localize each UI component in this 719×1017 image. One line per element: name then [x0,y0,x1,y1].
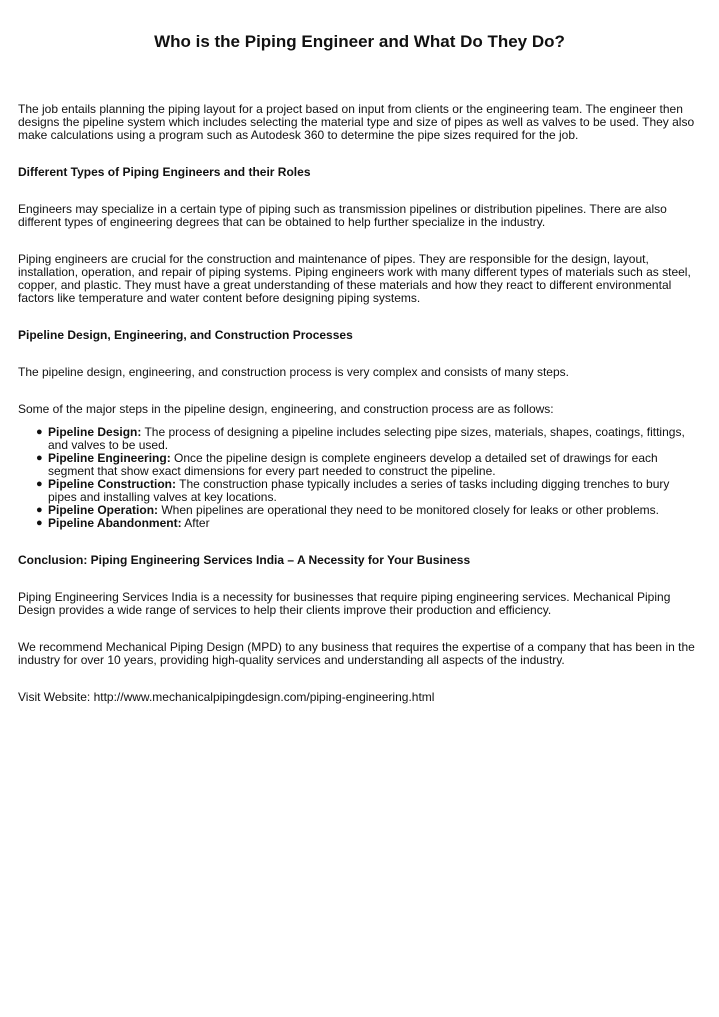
bullet-icon: ● [36,478,43,490]
types-paragraph-1: Engineers may specialize in a certain type of piping such as transmission pipelines or distribution pipelines. There are also different types of engineering degrees that can be obtained to help further specialize in the industry. [18,202,667,229]
step-term: Pipeline Operation: [48,503,159,517]
process-paragraph-1: The pipeline design, engineering, and construction process is very complex and consists of many steps. [18,365,569,379]
list-item [36,477,701,504]
section-heading-types: Different Types of Piping Engineers and their Roles [18,165,311,179]
step-text: When pipelines are operational they need to be monitored closely for leaks or other problems. [158,503,659,517]
step-text: The construction phase typically includes a series of tasks including digging trenches to bury pipes and installing valves at key locations. [48,477,670,504]
list-item [36,451,701,478]
list-item [36,516,701,530]
visit-website-text: Visit Website: http://www.mechanicalpipingdesign.com/piping-engineering.html [18,690,435,704]
step-term: Pipeline Construction: [48,477,177,491]
process-steps-list [18,426,701,530]
types-paragraph-2: Piping engineers are crucial for the construction and maintenance of pipes. They are responsible for the design, layout, installation, operation, and repair of piping systems. Piping engineers work with many different types of materials such as steel, copper, and plastic. They must have a great understanding of these materials and how they react to different environmental factors like temperature and water content before designing piping systems. [18,252,691,305]
step-term: Pipeline Design: [48,425,142,439]
section-heading-process: Pipeline Design, Engineering, and Construction Processes [18,328,353,342]
bullet-icon: ● [36,517,43,529]
bullet-icon: ● [36,426,43,438]
intro-paragraph: The job entails planning the piping layout for a project based on input from clients or the engineering team. The engineer then designs the pipeline system which includes selecting the material type and size of pipes as well as valves to be used. They also make calculations using a program such as Autodesk 360 to determine the pipe sizes required for the job. [18,102,695,142]
bullet-icon: ● [36,452,43,464]
step-text: After [181,516,210,530]
step-text: The process of designing a pipeline includes selecting pipe sizes, materials, shapes, coatings, fittings, and valves to be used. [48,425,685,452]
bullet-icon: ● [36,504,43,516]
step-term: Pipeline Engineering: [48,451,171,465]
page-title: Who is the Piping Engineer and What Do They Do? [154,32,565,51]
step-term: Pipeline Abandonment: [48,516,182,530]
step-text: Once the pipeline design is complete engineers develop a detailed set of drawings for each segment that show exact dimensions for every part needed to construct the pipeline. [48,451,658,478]
list-item [36,425,701,452]
conclusion-paragraph-2: We recommend Mechanical Piping Design (MPD) to any business that requires the expertise of a company that has been in the industry for over 10 years, providing high-quality services and understanding all aspects of the industry. [18,640,695,667]
process-paragraph-2: Some of the major steps in the pipeline design, engineering, and construction process are as follows: [18,402,554,416]
section-heading-conclusion: Conclusion: Piping Engineering Services India – A Necessity for Your Business [18,553,471,567]
conclusion-paragraph-1: Piping Engineering Services India is a necessity for businesses that require piping engineering services. Mechanical Piping Design provides a wide range of services to help their clients improve their production and efficiency. [18,590,671,617]
